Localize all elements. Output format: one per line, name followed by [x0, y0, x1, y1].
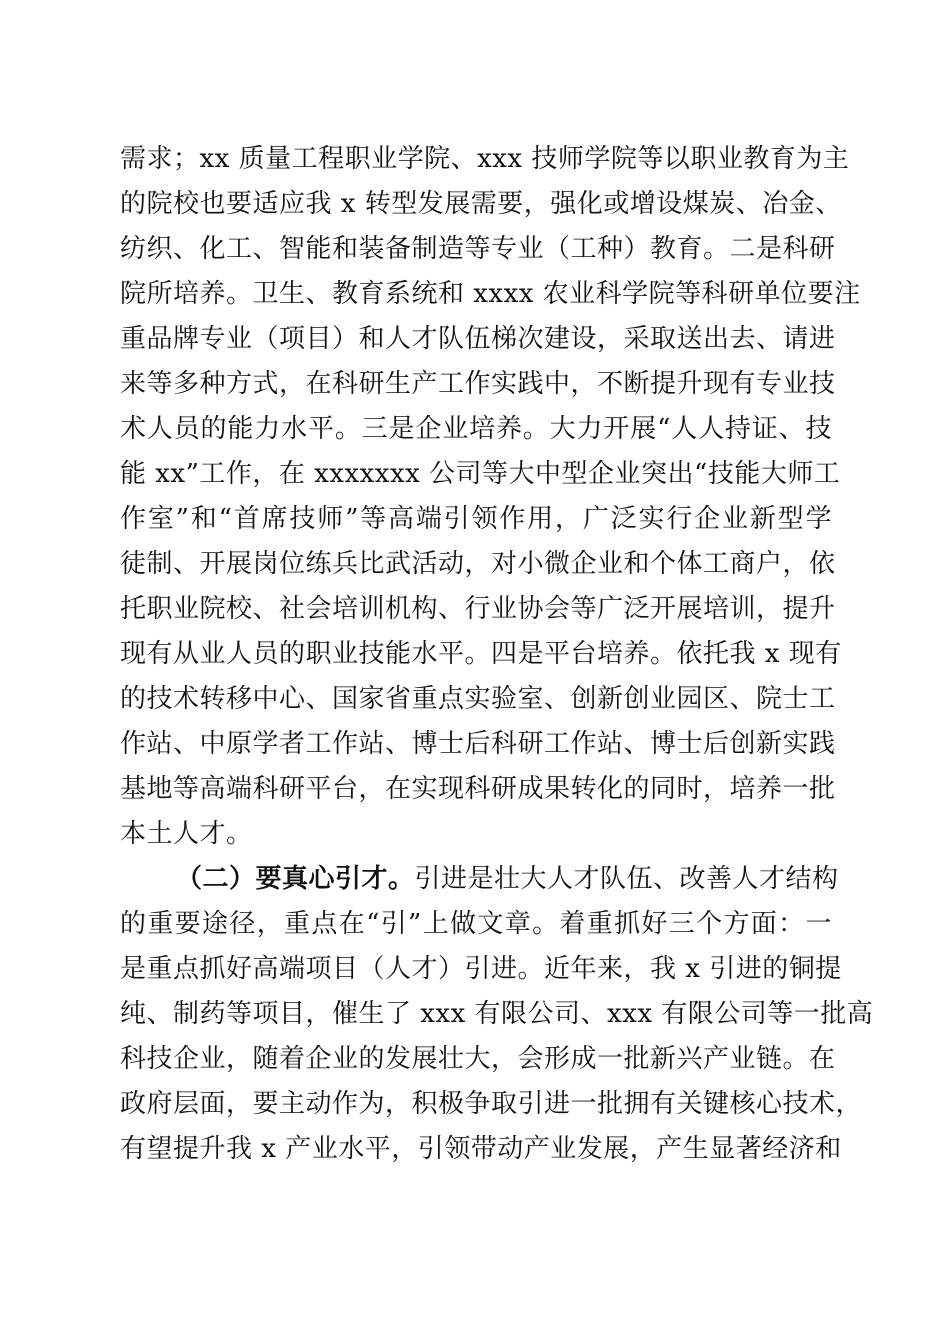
- text-line: 院所培养。卫生、教育系统和 xxxx 农业科学院等科研单位要注: [120, 279, 861, 309]
- text-line: 术人员的能力水平。三是企业培养。大力开展“人人持证、技: [120, 414, 832, 444]
- text-line: 有望提升我 x 产业水平，引领带动产业发展，产生显著经济和: [120, 1134, 842, 1164]
- text-line: 的重要途径，重点在“引”上做文章。着重抓好三个方面：一: [120, 909, 832, 939]
- text-line: 现有从业人员的职业技能水平。四是平台培养。依托我 x 现有: [120, 639, 842, 669]
- heading-line-rest: 引进是壮大人才队伍、改善人才结构: [414, 864, 839, 894]
- text-line: 重品牌专业（项目）和人才队伍梯次建设，采取送出去、请进: [120, 324, 836, 354]
- paragraph-1: [120, 137, 861, 857]
- text-line: 纯、制药等项目，催生了 xxx 有限公司、xxx 有限公司等一批高: [120, 999, 874, 1029]
- section-heading: （二）要真心引才。: [176, 864, 415, 894]
- text-line: 徒制、开展岗位练兵比武活动，对小微企业和个体工商户，依: [120, 549, 836, 579]
- document-body: [120, 137, 874, 1172]
- paragraph-2: [120, 857, 874, 1172]
- text-line: 来等多种方式，在科研生产工作实践中，不断提升现有专业技: [120, 369, 836, 399]
- text-line: 基地等高端科研平台，在实现科研成果转化的同时，培养一批: [120, 774, 836, 804]
- text-line-with-heading: [120, 857, 839, 902]
- text-line: 托职业院校、社会培训机构、行业协会等广泛开展培训，提升: [120, 594, 836, 624]
- text-line: 作室”和“首席技师”等高端引领作用，广泛实行企业新型学: [120, 504, 832, 534]
- text-line: 作站、中原学者工作站、博士后科研工作站、博士后创新实践: [120, 729, 836, 759]
- text-line: 的院校也要适应我 x 转型发展需要，强化或增设煤炭、冶金、: [120, 189, 842, 219]
- text-line: 纺织、化工、智能和装备制造等专业（工种）教育。二是科研: [120, 234, 836, 264]
- text-line: 的技术转移中心、国家省重点实验室、创新创业园区、院士工: [120, 684, 836, 714]
- text-line: 科技企业，随着企业的发展壮大，会形成一批新兴产业链。在: [120, 1044, 836, 1074]
- text-line: 是重点抓好高端项目（人才）引进。近年来，我 x 引进的铜提: [120, 954, 842, 984]
- text-line: 需求；xx 质量工程职业学院、xxx 技师学院等以职业教育为主: [120, 144, 850, 174]
- text-line: 本土人才。: [120, 819, 253, 849]
- text-line: 能 xx”工作，在 xxxxxxx 公司等大中型企业突出“技能大师工: [120, 459, 841, 489]
- text-line: 政府层面，要主动作为，积极争取引进一批拥有关键核心技术，: [120, 1089, 863, 1119]
